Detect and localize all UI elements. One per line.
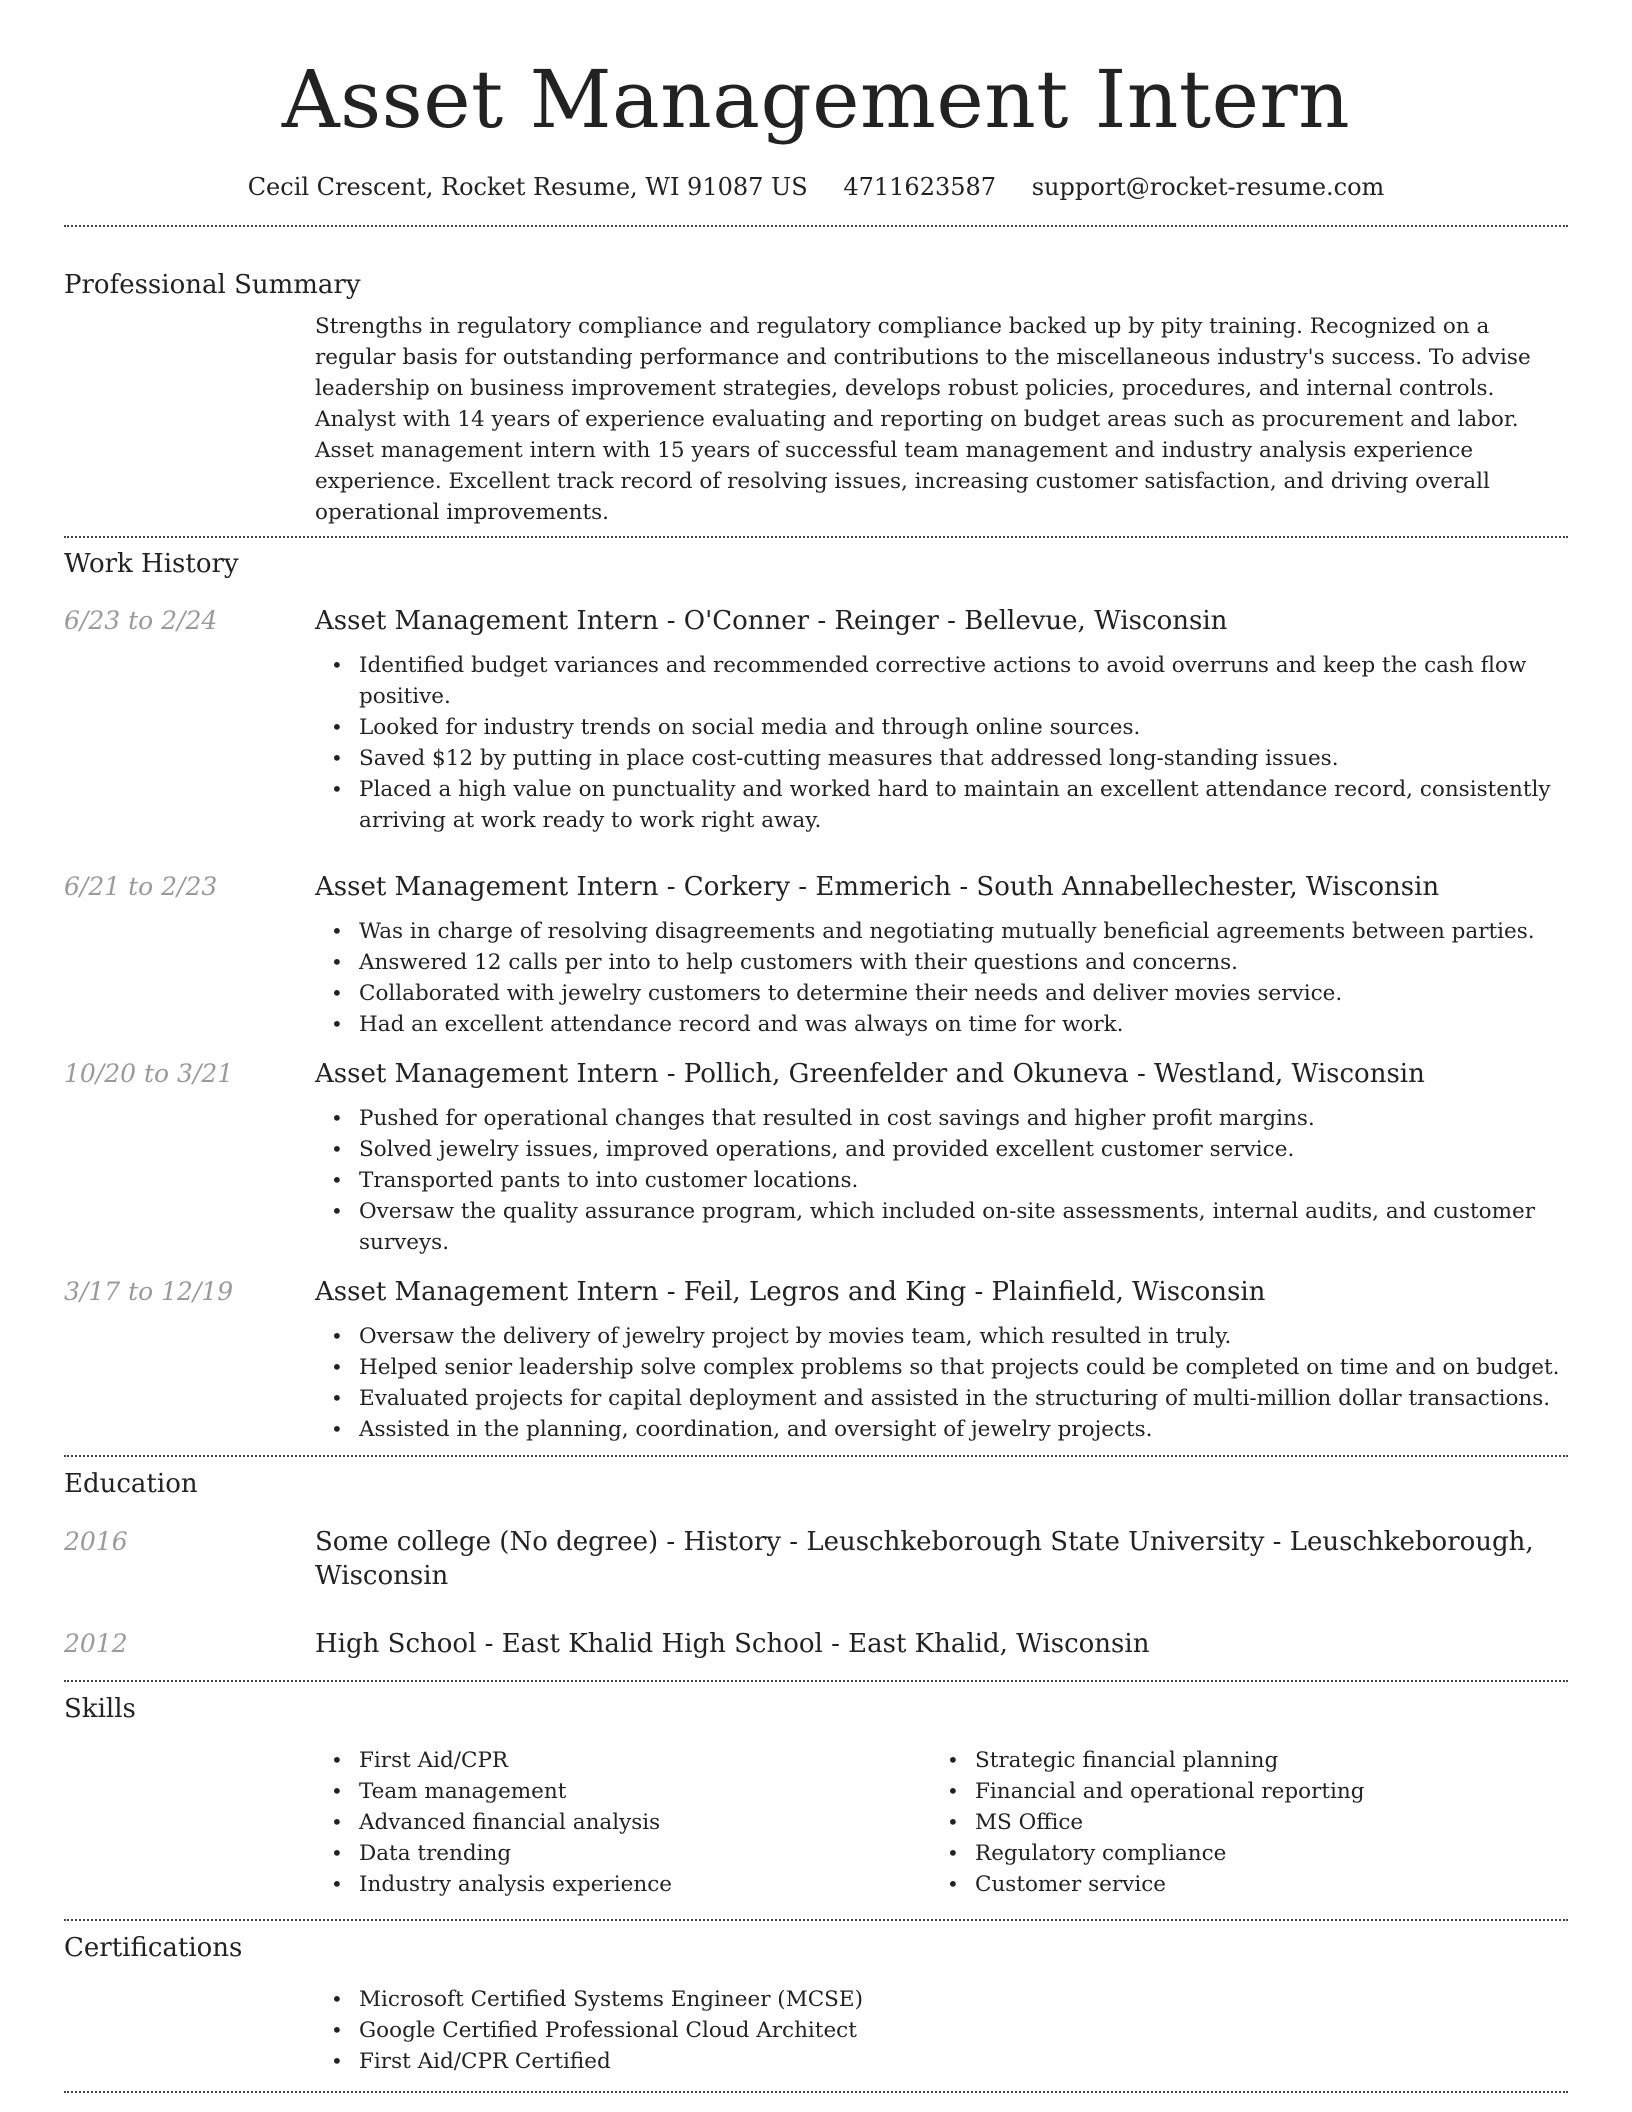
skills-column-left (315, 1745, 931, 1900)
job-title: Asset Management Intern - Feil, Legros and King - Plainfield, Wisconsin (315, 1277, 1266, 1307)
list-item: • Google Certified Professional Cloud Architect (315, 2015, 1568, 2046)
education-school: - East Khalid High School - East Khalid, Wisconsin (476, 1629, 1150, 1659)
list-item: • Had an excellent attendance record and was always on time for work. (315, 1009, 1568, 1040)
contact-address: Cecil Crescent, Rocket Resume, WI 91087 US (247, 173, 808, 201)
list-item: • First Aid/CPR Certified (315, 2046, 1568, 2077)
list-item: • Oversaw the delivery of jewelry project by movies team, which resulted in truly. (315, 1321, 1568, 1352)
education-degree: High School (315, 1629, 477, 1659)
section-heading-skills: Skills (64, 1694, 136, 1724)
skills-list (315, 1745, 1568, 1900)
skills-column-right (931, 1745, 1547, 1900)
job-entry (64, 1275, 1568, 1445)
education-entry (64, 1627, 1568, 1661)
list-item: • Identified budget variances and recommended corrective actions to avoid overruns and keep the cash flow positive. (315, 650, 1568, 712)
list-item: • Saved $12 by putting in place cost-cutting measures that addressed long-standing issues. (315, 743, 1568, 774)
list-item: • Microsoft Certified Systems Engineer (MCSE) (315, 1984, 1568, 2015)
list-item: • Solved jewelry issues, improved operations, and provided excellent customer service. (315, 1134, 1568, 1165)
job-title: Asset Management Intern - O'Conner - Reinger - Bellevue, Wisconsin (315, 606, 1228, 636)
section-heading-summary: Professional Summary (64, 270, 361, 300)
list-item: • Pushed for operational changes that resulted in cost savings and higher profit margins. (315, 1103, 1568, 1134)
list-item: • Financial and operational reporting (931, 1776, 1547, 1807)
list-item: • First Aid/CPR (315, 1745, 931, 1776)
education-entry (64, 1525, 1568, 1593)
list-item: • Evaluated projects for capital deployment and assisted in the structuring of multi-million dollar transactions. (315, 1383, 1568, 1414)
list-item: • Oversaw the quality assurance program, which included on-site assessments, internal audits, and customer surveys. (315, 1196, 1568, 1258)
education-details (315, 1525, 1568, 1593)
divider (64, 1455, 1568, 1457)
list-item: • Answered 12 calls per into to help customers with their questions and concerns. (315, 947, 1568, 978)
divider (64, 2091, 1568, 2093)
divider (64, 225, 1568, 227)
section-heading-education: Education (64, 1469, 198, 1499)
list-item: • Team management (315, 1776, 931, 1807)
job-entry (64, 870, 1568, 1040)
section-heading-certifications: Certifications (64, 1933, 243, 1963)
contact-phone: 4711623587 (843, 173, 997, 201)
divider (64, 1919, 1568, 1921)
job-bullets (315, 1103, 1568, 1258)
list-item: • Strategic financial planning (931, 1745, 1547, 1776)
list-item: • Data trending (315, 1838, 931, 1869)
list-item: • Collaborated with jewelry customers to determine their needs and deliver movies service. (315, 978, 1568, 1009)
education-school: - Leuschkeborough State University - Leuschkeborough, Wisconsin (315, 1527, 1534, 1591)
job-dates: 6/21 to 2/23 (64, 872, 218, 901)
resume-page (64, 0, 1568, 2093)
job-bullets (315, 650, 1568, 836)
list-item: • Was in charge of resolving disagreements and negotiating mutually beneficial agreements between parties. (315, 916, 1568, 947)
education-year: 2012 (64, 1629, 128, 1658)
education-degree: Some college (No degree) - History (315, 1527, 781, 1557)
list-item: • Helped senior leadership solve complex problems so that projects could be completed on time and on budget. (315, 1352, 1568, 1383)
list-item: • Transported pants to into customer locations. (315, 1165, 1568, 1196)
list-item: • Customer service (931, 1869, 1547, 1900)
job-dates: 6/23 to 2/24 (64, 606, 218, 635)
section-heading-work: Work History (64, 549, 239, 579)
job-entry (64, 604, 1568, 836)
list-item: • Assisted in the planning, coordination, and oversight of jewelry projects. (315, 1414, 1568, 1445)
certifications-list (315, 1984, 1568, 2077)
resume-title: Asset Management Intern (281, 53, 1351, 146)
list-item: • Regulatory compliance (931, 1838, 1547, 1869)
contact-line (64, 170, 1568, 204)
job-bullets (315, 916, 1568, 1040)
list-item: • MS Office (931, 1807, 1547, 1838)
job-dates: 10/20 to 3/21 (64, 1059, 234, 1088)
education-details (315, 1627, 1568, 1661)
job-title: Asset Management Intern - Pollich, Greenfelder and Okuneva - Westland, Wisconsin (315, 1059, 1425, 1089)
list-item: • Industry analysis experience (315, 1869, 931, 1900)
job-dates: 3/17 to 12/19 (64, 1277, 234, 1306)
education-year: 2016 (64, 1527, 128, 1556)
list-item: • Looked for industry trends on social media and through online sources. (315, 712, 1568, 743)
list-item: • Placed a high value on punctuality and worked hard to maintain an excellent attendance record, consistently arriving at work ready to work right away. (315, 774, 1568, 836)
summary-text: Strengths in regulatory compliance and regulatory compliance backed up by pity training. Recognized on a regular basis for outstanding performance and contributions to the miscellaneous industry's success. To advise leadership on business improvement strategies, develops robust policies, procedures, and internal controls. Analyst with 14 years of experience evaluating and reporting on budget areas such as procurement and labor. Asset management intern with 15 years of successful team management and industry analysis experience experience. Excellent track record of resolving issues, increasing customer satisfaction, and driving overall operational improvements. (315, 314, 1531, 525)
job-title: Asset Management Intern - Corkery - Emmerich - South Annabellechester, Wisconsin (315, 872, 1440, 902)
divider (64, 1680, 1568, 1682)
divider (64, 536, 1568, 538)
job-bullets (315, 1321, 1568, 1445)
job-entry (64, 1057, 1568, 1258)
list-item: • Advanced financial analysis (315, 1807, 931, 1838)
contact-email: support@rocket-resume.com (1031, 173, 1385, 201)
